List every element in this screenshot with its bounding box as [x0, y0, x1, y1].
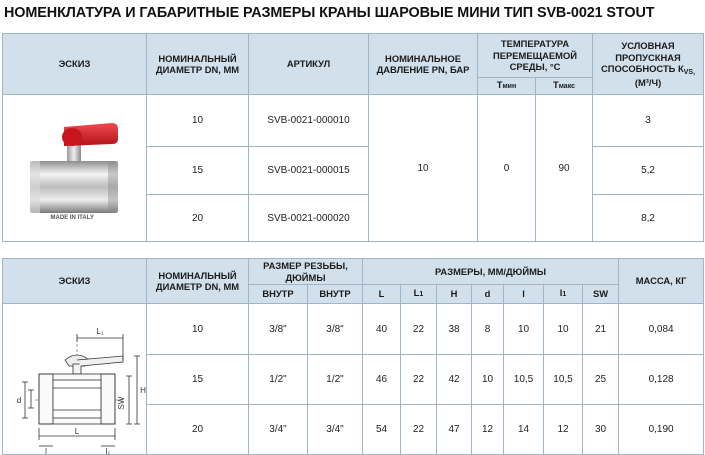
dim-d: 12 [472, 404, 504, 454]
dim-d: 10 [472, 355, 504, 404]
drawing-label-d: d [16, 396, 21, 405]
dn-value: 20 [147, 195, 249, 242]
header-mass: МАССА, КГ [619, 259, 704, 304]
header-flow-capacity: УСЛОВНАЯ ПРОПУСКНАЯ СПОСОБНОСТЬ $К_{VS,}$ (М³/Ч) [593, 34, 704, 95]
header-sketch: ЭСКИЗ [3, 259, 147, 304]
kvs-value: 3 [593, 95, 704, 147]
header-L: L [363, 285, 401, 304]
header-thread-inner-2: ВНУТР [308, 285, 363, 304]
header-temperature: ТЕМПЕРАТУРА ПЕРЕМЕЩАЕМОЙ СРЕДЫ, °С [478, 34, 593, 78]
dim-L1: 22 [401, 355, 437, 404]
header-tmin: Тмин [478, 78, 536, 95]
header-article: АРТИКУЛ [249, 34, 369, 95]
article-value: SVB-0021-000020 [249, 195, 369, 242]
dim-H: 47 [437, 404, 472, 454]
header-thread-inner-1: ВНУТР [249, 285, 308, 304]
dn-value: 10 [147, 95, 249, 147]
mass-value: 0,128 [619, 355, 704, 404]
thread-inner-1: 1/2" [249, 355, 308, 404]
dim-L: 40 [363, 304, 401, 355]
header-l: l [504, 285, 544, 304]
drawing-label-H: H [139, 386, 146, 395]
mass-value: 0,190 [619, 404, 704, 454]
dn-value: 20 [147, 404, 249, 454]
drawing-label-l1: l₁ [105, 447, 110, 455]
dim-L1: 22 [401, 404, 437, 454]
kvs-value: 5,2 [593, 147, 704, 195]
valve-drawing [5, 304, 145, 454]
drawing-label-L: L [74, 427, 79, 436]
drawing-label-L1: L₁ [95, 327, 104, 336]
dim-L: 54 [363, 404, 401, 454]
header-SW: SW [583, 285, 619, 304]
thread-inner-2: 3/8" [308, 304, 363, 355]
dim-H: 38 [437, 304, 472, 355]
header-L1: L1 [401, 285, 437, 304]
nomenclature-table [2, 33, 704, 242]
pressure-value: 10 [369, 95, 478, 242]
thread-inner-2: 3/4" [308, 404, 363, 454]
header-dn: НОМИНАЛЬНЫЙ ДИАМЕТР DN, ММ [147, 259, 249, 304]
dim-l: 10 [504, 304, 544, 355]
dn-value: 10 [147, 304, 249, 355]
tmin-value: 0 [478, 95, 536, 242]
header-H: H [437, 285, 472, 304]
kvs-value: 8,2 [593, 195, 704, 242]
dim-d: 8 [472, 304, 504, 355]
article-value: SVB-0021-000015 [249, 147, 369, 195]
dim-SW: 21 [583, 304, 619, 355]
technical-drawing [3, 304, 147, 455]
thread-inner-2: 1/2" [308, 355, 363, 404]
drawing-label-SW: SW [116, 396, 126, 410]
tmax-value: 90 [536, 95, 593, 242]
dim-SW: 30 [583, 404, 619, 454]
dim-H: 42 [437, 355, 472, 404]
header-l1: l1 [544, 285, 583, 304]
dim-SW: 25 [583, 355, 619, 404]
dim-l: 14 [504, 404, 544, 454]
dim-L1: 22 [401, 304, 437, 355]
header-dn: НОМИНАЛЬНЫЙ ДИАМЕТР DN, ММ [147, 34, 249, 95]
header-d: d [472, 285, 504, 304]
valve-marking: MADE IN ITALY [50, 214, 94, 221]
drawing-label-l: l [44, 447, 47, 455]
ball-valve-image [20, 113, 130, 223]
mass-value: 0,084 [619, 304, 704, 355]
dim-l1: 12 [544, 404, 583, 454]
dimensions-table [2, 258, 704, 455]
article-value: SVB-0021-000010 [249, 95, 369, 147]
dn-value: 15 [147, 355, 249, 404]
header-dimensions: РАЗМЕРЫ, ММ/ДЮЙМЫ [363, 259, 619, 285]
thread-inner-1: 3/4" [249, 404, 308, 454]
header-tmax: Тмакс [536, 78, 593, 95]
dim-l: 10,5 [504, 355, 544, 404]
header-pressure: НОМИНАЛЬНОЕ ДАВЛЕНИЕ PN, БАР [369, 34, 478, 95]
valve-photo [3, 95, 147, 242]
dim-L: 46 [363, 355, 401, 404]
dim-l1: 10,5 [544, 355, 583, 404]
dn-value: 15 [147, 147, 249, 195]
header-thread: РАЗМЕР РЕЗЬБЫ, ДЮЙМЫ [249, 259, 363, 285]
header-sketch: ЭСКИЗ [3, 34, 147, 95]
thread-inner-1: 3/8" [249, 304, 308, 355]
dim-l1: 10 [544, 304, 583, 355]
page-title: НОМЕНКЛАТУРА И ГАБАРИТНЫЕ РАЗМЕРЫ КРАНЫ ШАРОВЫЕ МИНИ ТИП SVB-0021 STOUT [4, 5, 655, 21]
